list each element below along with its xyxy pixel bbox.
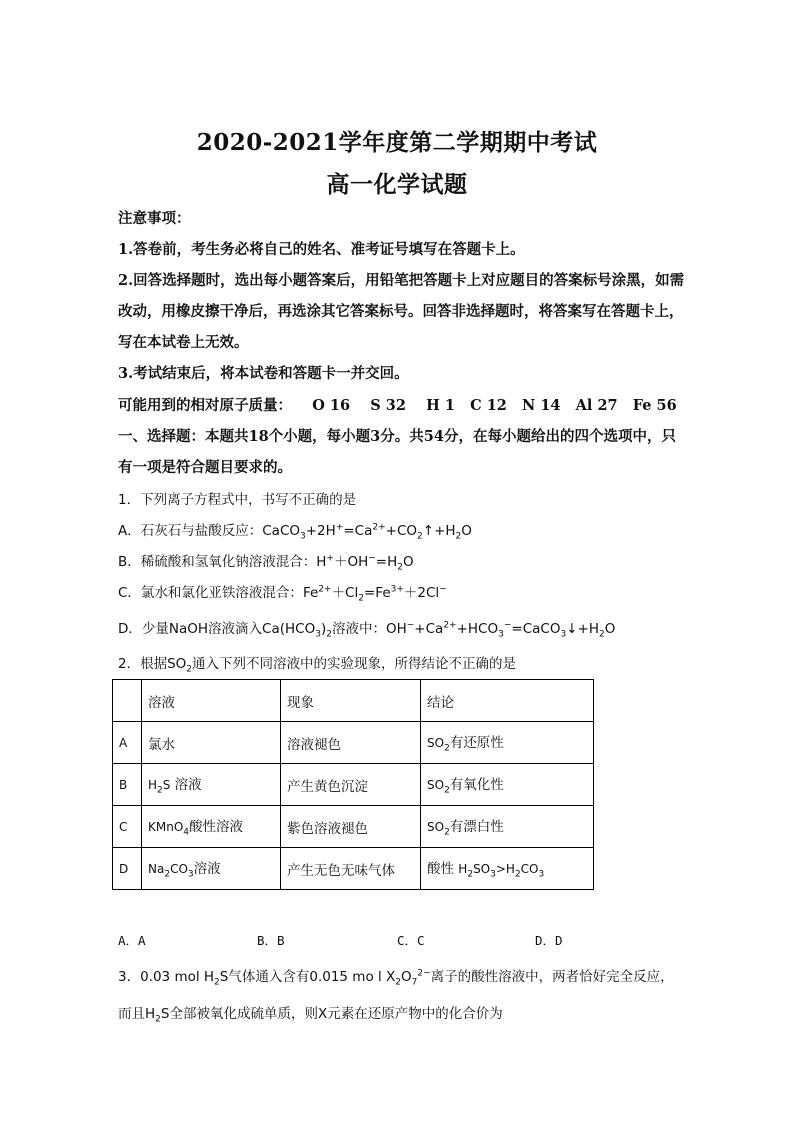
table-cell: A	[113, 722, 142, 764]
table-cell: $Na_2CO_3$溶液	[142, 848, 281, 890]
q1-option-c-label: C．氯水和氯化亚铁溶液混合：	[118, 585, 303, 601]
q1-option-d-label: D．少量NaOH溶液滴入$Ca(HCO_3)_2$溶液中：	[118, 621, 386, 640]
note-item-2-line-2: 改动，用橡皮擦干净后，再选涂其它答案标号。回答非选择题时，将答案写在答题卡上，	[118, 303, 684, 320]
table-header-cell	[113, 680, 142, 722]
table-header-row	[113, 680, 594, 722]
q1-option-b-equation: $H^++OH^-=H_2O$	[316, 553, 414, 573]
q1-option-a	[118, 519, 472, 542]
notes-heading: 注意事项：	[118, 210, 191, 227]
note-item-2-line-1: 2.回答选择题时，选出每小题答案后，用铅笔把答题卡上对应题目的答案标号涂黑，如需	[118, 272, 685, 289]
q3-line-1: 3．0.03 mol $H_2S$气体通入含有0.015 mo l $X_2O_7^{2-}$离子的酸性溶液中，两者恰好完全反应，	[118, 968, 674, 988]
table-cell: 酸性 $H_2SO_3>H_2CO_3$	[421, 848, 594, 890]
table-cell: $SO_2$有还原性	[421, 722, 594, 764]
section1-line-1: 一、选择题：本题共18个小题，每小题3分。共54分，在每小题给出的四个选项中，只	[118, 428, 676, 445]
q1-option-a-equation: $CaCO_3+2H^+=Ca^{2+}+CO_2↑+H_2O$	[262, 522, 472, 542]
q1-option-c-equation: $Fe^{2+}+Cl_2=Fe^{3+}+2Cl^-$	[302, 584, 447, 604]
q1-option-d	[118, 617, 615, 640]
table-cell: 产生无色无味气体	[281, 848, 421, 890]
q3-line-2: 而且$H_2S$全部被氧化成硫单质，则X元素在还原产物中的化合价为	[118, 1006, 503, 1025]
table-cell: 溶液褪色	[281, 722, 421, 764]
note-item-2-line-3: 写在本试卷上无效。	[118, 334, 249, 351]
table-row	[113, 848, 594, 890]
q2-option-a: A．A	[118, 933, 146, 948]
q2-table	[112, 679, 594, 890]
q1-option-d-equation: $OH^-+Ca^{2+}+HCO_3^-=CaCO_3↓+H_2O$	[385, 620, 616, 640]
section1-line-2: 有一项是符合题目要求的。	[118, 459, 292, 476]
q1-stem: 1．下列离子方程式中，书写不正确的是	[118, 492, 357, 508]
exam-title: 2020-2021学年度第二学期期中考试	[196, 129, 598, 156]
q2-option-b: B．B	[257, 933, 285, 948]
q1-option-b	[118, 550, 414, 573]
table-cell: $SO_2$有漂白性	[421, 806, 594, 848]
q1-option-c	[118, 581, 447, 604]
table-row	[113, 722, 594, 764]
q1-option-b-label: B．稀硫酸和氢氧化钠溶液混合：	[118, 554, 317, 570]
table-cell: 产生黄色沉淀	[281, 764, 421, 806]
q1-option-a-label: A．石灰石与盐酸反应：	[118, 523, 263, 539]
exam-subtitle: 高一化学试题	[326, 171, 468, 198]
note-item-3: 3.考试结束后，将本试卷和答题卡一并交回。	[118, 365, 409, 382]
table-cell: 紫色溶液褪色	[281, 806, 421, 848]
table-header-cell: 结论	[421, 680, 594, 722]
q2-stem: 2．根据$SO_2$通入下列不同溶液中的实验现象，所得结论不正确的是	[118, 656, 517, 675]
table-cell: B	[113, 764, 142, 806]
note-item-1: 1.答卷前，考生务必将自己的姓名、准考证号填写在答题卡上。	[118, 241, 525, 258]
q2-option-d: D．D	[535, 933, 563, 948]
table-cell: D	[113, 848, 142, 890]
table-cell: C	[113, 806, 142, 848]
atomic-mass-line: 可能用到的相对原子质量： O 16 S 32 H 1 C 12 N 14 Al 27 Fe 56	[118, 397, 677, 414]
table-cell: KMnO$_4$酸性溶液	[142, 806, 281, 848]
table-cell: $SO_2$有氧化性	[421, 764, 594, 806]
table-row	[113, 806, 594, 848]
table-cell: 氯水	[142, 722, 281, 764]
table-header-cell: 现象	[281, 680, 421, 722]
table-row	[113, 764, 594, 806]
table-header-cell: 溶液	[142, 680, 281, 722]
table-cell: $H_2S$ 溶液	[142, 764, 281, 806]
q2-option-c: C．C	[397, 933, 425, 948]
